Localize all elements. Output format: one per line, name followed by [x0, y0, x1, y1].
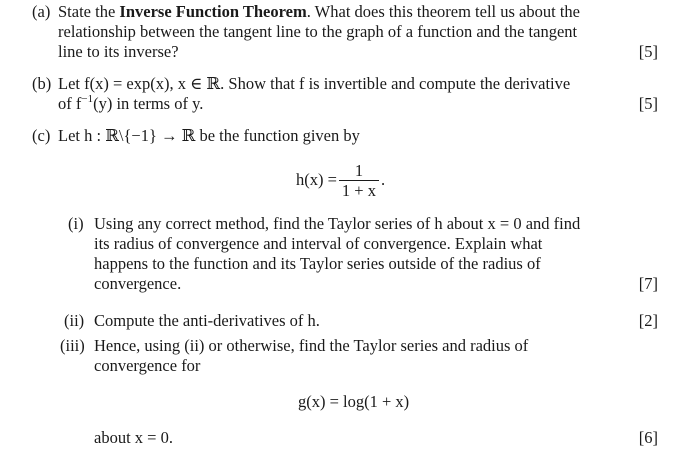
h-fraction-numerator: 1: [354, 160, 364, 180]
sub-ii-label: (ii): [64, 311, 85, 330]
sub-i-label: (i): [68, 214, 84, 233]
part-a-theorem-name: Inverse Function Theorem: [119, 2, 307, 21]
sub-iii-line-1: Hence, using (ii) or otherwise, find the Taylor series and radius of: [94, 336, 529, 355]
part-b-line-2-pre: of f: [58, 94, 82, 113]
sub-ii-line-1: Compute the anti-derivatives of h.: [94, 311, 320, 330]
sub-i-line-1: Using any correct method, find the Taylor series of h about x = 0 and find: [94, 214, 581, 233]
part-c-line-1: Let h : ℝ\{−1} → ℝ be the function given by: [58, 126, 360, 145]
inverse-exponent: −1: [81, 93, 94, 105]
part-a-marks: [5]: [638, 42, 658, 61]
part-a-line-2: relationship between the tangent line to the graph of a function and the tangent: [58, 22, 578, 41]
h-equation-lhs: h(x) =: [296, 170, 337, 189]
sub-i-line-4: convergence.: [94, 274, 182, 293]
h-equation-end: .: [380, 170, 386, 189]
sub-iii-line-2: convergence for: [94, 356, 201, 375]
sub-iii-label: (iii): [60, 336, 85, 355]
part-b-line-2: [58, 94, 203, 114]
h-fraction: [339, 161, 379, 200]
part-b-line-2-post: (y) in terms of y.: [93, 94, 204, 113]
h-fraction-denominator: 1 + x: [339, 180, 379, 200]
sub-ii-marks: [2]: [638, 311, 658, 330]
part-b-label: (b): [32, 74, 52, 93]
part-a-line-1-pre: State the: [58, 2, 120, 21]
h-equation: [296, 160, 385, 200]
part-a-line-3: line to its inverse?: [58, 42, 179, 61]
sub-iii-line-3: about x = 0.: [94, 428, 173, 447]
sub-i-line-3: happens to the function and its Taylor series outside of the radius of: [94, 254, 541, 273]
sub-iii-marks: [6]: [638, 428, 658, 447]
part-a-label: (a): [32, 2, 51, 21]
part-a-line-1-post: . What does this theorem tell us about the: [306, 2, 580, 21]
sub-i-line-2: its radius of convergence and interval of convergence. Explain what: [94, 234, 543, 253]
sub-i-marks: [7]: [638, 274, 658, 293]
part-a-line-1: [58, 2, 580, 22]
part-b-marks: [5]: [638, 94, 658, 113]
g-equation: g(x) = log(1 + x): [298, 392, 410, 411]
part-c-label: (c): [32, 126, 51, 145]
part-b-line-1: Let f(x) = exp(x), x ∈ ℝ. Show that f is invertible and compute the derivative: [58, 74, 571, 93]
